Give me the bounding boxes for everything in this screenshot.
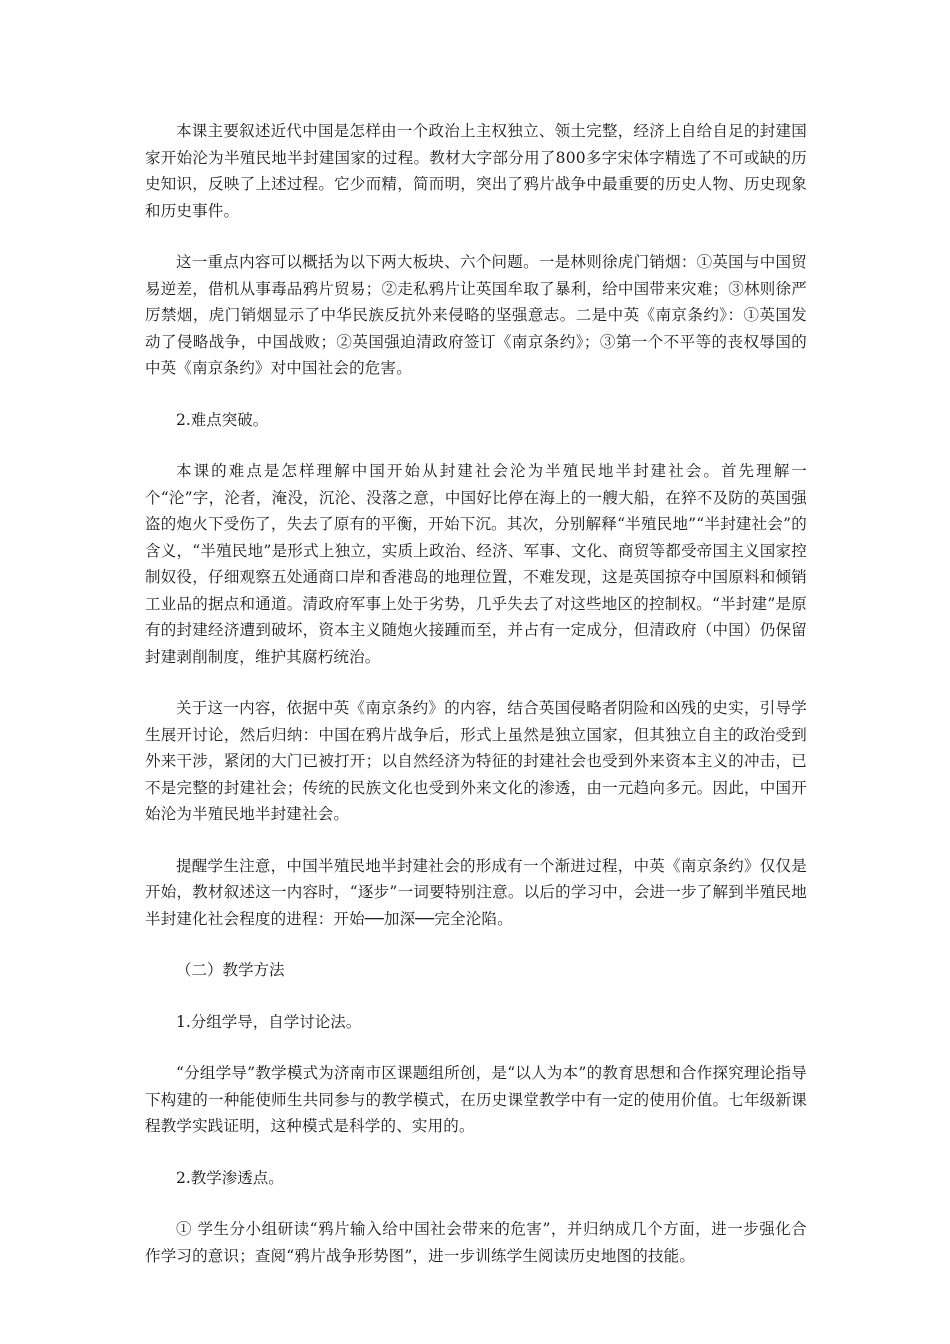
group-study-paragraph: “分组学导”教学模式为济南市区课题组所创，是“以人为本”的教育思想和合作探究理论指导下构建的一种能使师生共同参与的教学模式，在历史课堂教学中有一定的使用价值。七年级新课程教学实践证明，这种模式是科学的、实用的。 [145, 1064, 807, 1135]
infiltration-paragraph: ① 学生分小组研读“鸦片输入给中国社会带来的危害”，并归纳成几个方面，进一步强化合作学习的意识；查阅“鸦片战争形势图”，进一步训练学生阅读历史地图的技能。 [145, 1220, 807, 1265]
reminder-paragraph: 提醒学生注意，中国半殖民地半封建社会的形成有一个渐进过程，中英《南京条约》仅仅是开始，教材叙述这一内容时，“逐步”一词要特别注意。以后的学习中，会进一步了解到半殖民地半封建化社会程度的进程：开始──加深──完全沦陷。 [145, 856, 807, 928]
discussion-paragraph: 关于这一内容，依据中英《南京条约》的内容，结合英国侵略者阴险和凶残的史实，引导学生展开讨论，然后归纳：中国在鸦片战争后，形式上虽然是独立国家，但其独立自主的政治受到外来干涉，紧闭的大门已被打开；以自然经济为特征的封建社会也受到外来资本主义的冲击，已不是完整的封建社会；传统的民族文化也受到外来文化的渗透，由一元趋向多元。因此，中国开始沦为半殖民地半封建社会。 [145, 699, 807, 823]
difficulty-paragraph: 本课的难点是怎样理解中国开始从封建社会沦为半殖民地半封建社会。首先理解一个“沦”字，沦者，淹没，沉沦、没落之意，中国好比停在海上的一艘大船，在猝不及防的英国强盗的炮火下受伤了，失去了原有的平衡，开始下沉。其次，分别解释“半殖民地”“半封建社会”的含义，“半殖民地”是形式上独立，实质上政治、经济、军事、文化、商贸等都受帝国主义国家控制奴役，仔细观察五处通商口岸和香港岛的地理位置，不难发现，这是英国掠夺中国原料和倾销工业品的据点和通道。清政府军事上处于劣势，几乎失去了对这些地区的控制权。“半封建”是原有的封建经济遭到破坏，资本主义随炮火接踵而至，并占有一定成分，但清政府（中国）仍保留封建剥削制度，维护其腐朽统治。 [145, 462, 807, 666]
section-heading-infiltration: 2.教学渗透点。 [176, 1168, 284, 1187]
section-heading-group-study: 1.分组学导，自学讨论法。 [176, 1012, 362, 1031]
key-content-paragraph: 这一重点内容可以概括为以下两大板块、六个问题。一是林则徐虎门销烟：①英国与中国贸易逆差，借机从事毒品鸦片贸易；②走私鸦片让英国牟取了暴利，给中国带来灾难；③林则徐严厉禁烟，虎门销烟显示了中华民族反抗外来侵略的坚强意志。二是中英《南京条约》：①英国发动了侵略战争，中国战败；②英国强迫清政府签订《南京条约》；③第一个不平等的丧权辱国的中英《南京条约》对中国社会的危害。 [145, 253, 807, 377]
section-heading-difficulty: 2.难点突破。 [176, 410, 269, 429]
intro-paragraph: 本课主要叙述近代中国是怎样由一个政治上主权独立、领土完整，经济上自给自足的封建国家开始沦为半殖民地半封建国家的过程。教材大字部分用了800多字宋体字精选了不可或缺的历史知识，反映了上述过程。它少而精，简而明，突出了鸦片战争中最重要的历史人物、历史现象和历史事件。 [145, 122, 807, 220]
section-heading-methods: （二）教学方法 [176, 961, 285, 979]
document-page [145, 118, 807, 1294]
